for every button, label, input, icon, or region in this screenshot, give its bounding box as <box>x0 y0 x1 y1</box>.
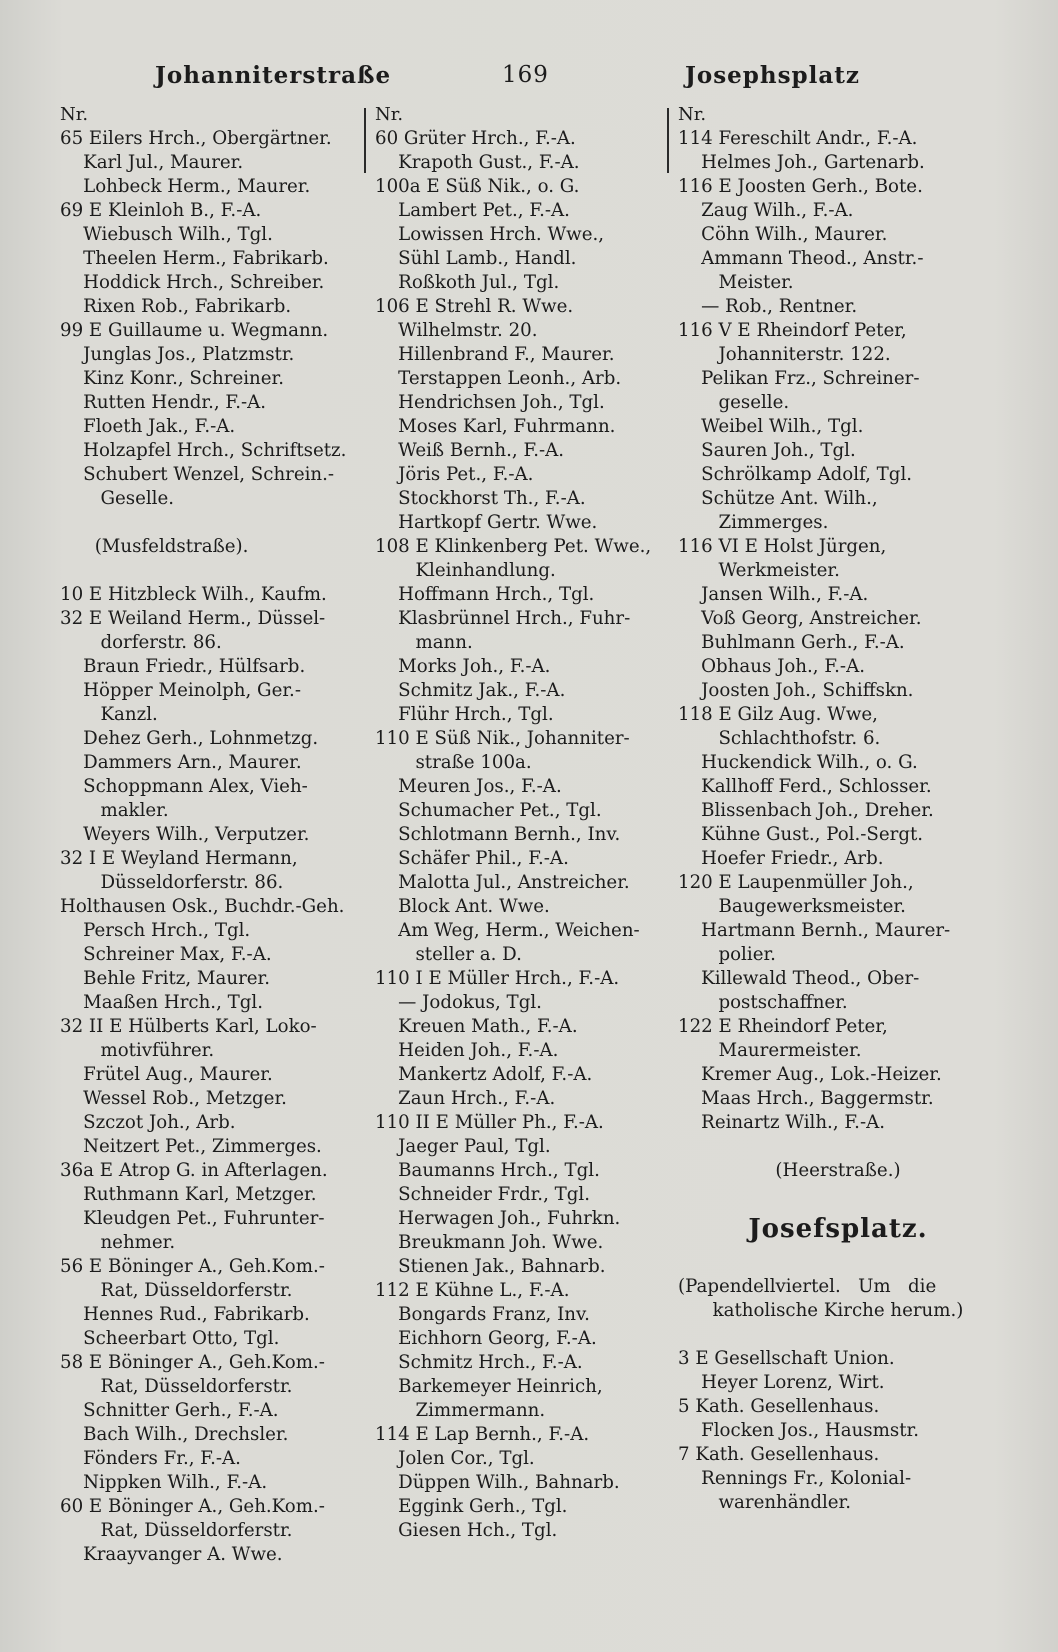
entry-line: Stockhorst Th., F.-A. <box>375 488 586 509</box>
entry-line: 116 V E Rheindorf Peter, <box>678 320 907 341</box>
entry-line: Behle Fritz, Maurer. <box>60 968 271 989</box>
entry-line: Hendrichsen Joh., Tgl. <box>375 392 605 413</box>
entry-line: Holzapfel Hrch., Schriftsetz. <box>60 440 347 461</box>
entry-line: 108 E Klinkenberg Pet. Wwe., <box>375 536 652 557</box>
entry-line: 3 E Gesellschaft Union. <box>678 1348 895 1369</box>
entry-line: Malotta Jul., Anstreicher. <box>375 872 630 893</box>
street-subheading: (Heerstraße.) <box>775 1160 901 1181</box>
entry-line: Barkemeyer Heinrich, <box>375 1376 603 1397</box>
entry-line: 120 E Laupenmüller Joh., <box>678 872 914 893</box>
entry-line: geselle. <box>678 392 790 413</box>
entry-line: Hoefer Friedr., Arb. <box>678 848 884 869</box>
entry-line: 65 Eilers Hrch., Obergärtner. <box>60 128 332 149</box>
entry-line: Dammers Arn., Maurer. <box>60 752 302 773</box>
section-note: (Papendellviertel. Um die <box>678 1276 937 1297</box>
entry-line: Weyers Wilh., Verputzer. <box>60 824 310 845</box>
entry-line: Schlachthofstr. 6. <box>678 728 881 749</box>
entry-line: polier. <box>678 944 776 965</box>
entry-line: Ruthmann Karl, Metzger. <box>60 1184 317 1205</box>
entry-line: warenhändler. <box>678 1492 852 1513</box>
street-subheading: (Musfeldstraße). <box>60 536 249 557</box>
entry-line: Klasbrünnel Hrch., Fuhr- <box>375 608 631 629</box>
entry-line: Scheerbart Otto, Tgl. <box>60 1328 280 1349</box>
entry-line: Hoffmann Hrch., Tgl. <box>375 584 595 605</box>
entry-line: Ammann Theod., Anstr.- <box>678 248 924 269</box>
entry-line: Düsseldorferstr. 86. <box>60 872 284 893</box>
entry-line: Jolen Cor., Tgl. <box>375 1448 535 1469</box>
nr-label: Nr. <box>375 104 404 125</box>
spacer <box>678 1183 998 1207</box>
entry-line: Rutten Hendr., F.-A. <box>60 392 267 413</box>
entry-line: 99 E Guillaume u. Wegmann. <box>60 320 329 341</box>
column-2 <box>375 103 665 1543</box>
entry-line: Kinz Konr., Schreiner. <box>60 368 284 389</box>
entry-line: Stienen Jak., Bahnarb. <box>375 1256 606 1277</box>
column-3 <box>678 103 998 1515</box>
entry-line: Geselle. <box>60 488 175 509</box>
entry-line: Kreuen Math., F.-A. <box>375 1016 578 1037</box>
entry-line: Hartmann Bernh., Maurer- <box>678 920 951 941</box>
entry-line: Heiden Joh., F.-A. <box>375 1040 559 1061</box>
entry-line: Heyer Lorenz, Wirt. <box>678 1372 885 1393</box>
entry-line: Schütze Ant. Wilh., <box>678 488 878 509</box>
entry-line: Schumacher Pet., Tgl. <box>375 800 602 821</box>
page-header <box>0 54 1058 94</box>
entry-line: Höpper Meinolph, Ger.- <box>60 680 301 701</box>
entry-line: Schneider Frdr., Tgl. <box>375 1184 591 1205</box>
entry-line: 32 I E Weyland Hermann, <box>60 848 298 869</box>
entry-line: motivführer. <box>60 1040 215 1061</box>
entry-line: Hillenbrand F., Maurer. <box>375 344 615 365</box>
page-number: 169 <box>502 62 549 88</box>
entry-line: 114 E Lap Bernh., F.-A. <box>375 1424 590 1445</box>
entry-line: Düppen Wilh., Bahnarb. <box>375 1472 620 1493</box>
entry-line: Meister. <box>678 272 794 293</box>
entry-line: Maaßen Hrch., Tgl. <box>60 992 264 1013</box>
entry-line: 110 E Süß Nik., Johanniter- <box>375 728 630 749</box>
entry-line: — Rob., Rentner. <box>678 296 858 317</box>
entry-line: Schlotmann Bernh., Inv. <box>375 824 621 845</box>
entry-line: Fönders Fr., F.-A. <box>60 1448 241 1469</box>
entry-line: Werkmeister. <box>678 560 840 581</box>
entry-line: Johanniterstr. 122. <box>678 344 891 365</box>
entry-line: Krapoth Gust., F.-A. <box>375 152 580 173</box>
entry-line: Obhaus Joh., F.-A. <box>678 656 865 677</box>
entry-line: 116 E Joosten Gerh., Bote. <box>678 176 923 197</box>
nr-label: Nr. <box>60 104 89 125</box>
entry-line: Kleinhandlung. <box>375 560 556 581</box>
entry-line: Bongards Franz, Inv. <box>375 1304 590 1325</box>
entry-line: Kühne Gust., Pol.-Sergt. <box>678 824 924 845</box>
entry-line: 106 E Strehl R. Wwe. <box>375 296 574 317</box>
entry-line: Rat, Düsseldorferstr. <box>60 1520 293 1541</box>
nr-label: Nr. <box>678 104 707 125</box>
entry-line: 7 Kath. Gesellenhaus. <box>678 1444 880 1465</box>
entry-line: Neitzert Pet., Zimmerges. <box>60 1136 322 1157</box>
entry-line: Morks Joh., F.-A. <box>375 656 551 677</box>
entry-line: Herwagen Joh., Fuhrkn. <box>375 1208 621 1229</box>
entry-line: Holthausen Osk., Buchdr.-Geh. <box>60 896 345 917</box>
entry-line: Hartkopf Gertr. Wwe. <box>375 512 598 533</box>
entry-line: Blissenbach Joh., Dreher. <box>678 800 934 821</box>
entry-line: dorferstr. 86. <box>60 632 222 653</box>
entry-line: Wilhelmstr. 20. <box>375 320 538 341</box>
entry-line: 60 E Böninger A., Geh.Kom.- <box>60 1496 325 1517</box>
blank-line <box>60 559 360 583</box>
entry-line: Maas Hrch., Baggermstr. <box>678 1088 934 1109</box>
entry-line: 112 E Kühne L., F.-A. <box>375 1280 570 1301</box>
entry-line: Schmitz Jak., F.-A. <box>375 680 566 701</box>
entry-line: Szczot Joh., Arb. <box>60 1112 236 1133</box>
entry-line: 32 II E Hülberts Karl, Loko- <box>60 1016 317 1037</box>
entry-line: Junglas Jos., Platzmstr. <box>60 344 295 365</box>
entry-line: Schrölkamp Adolf, Tgl. <box>678 464 913 485</box>
entry-line: 56 E Böninger A., Geh.Kom.- <box>60 1256 325 1277</box>
section-title: Josefsplatz. <box>748 1214 928 1244</box>
entry-line: 32 E Weiland Herm., Düssel- <box>60 608 326 629</box>
entry-line: Lohbeck Herm., Maurer. <box>60 176 311 197</box>
entry-line: Cöhn Wilh., Maurer. <box>678 224 888 245</box>
entry-line: makler. <box>60 800 169 821</box>
entry-line: Dehez Gerh., Lohnmetzg. <box>60 728 319 749</box>
entry-line: Hoddick Hrch., Schreiber. <box>60 272 325 293</box>
entry-line: 100a E Süß Nik., o. G. <box>375 176 580 197</box>
entry-line: Maurermeister. <box>678 1040 862 1061</box>
entry-line: 5 Kath. Gesellenhaus. <box>678 1396 880 1417</box>
entry-line: Eichhorn Georg, F.-A. <box>375 1328 597 1349</box>
entry-line: Rixen Rob., Fabrikarb. <box>60 296 292 317</box>
entry-line: Lowissen Hrch. Wwe., <box>375 224 605 245</box>
entry-line: Mankertz Adolf, F.-A. <box>375 1064 593 1085</box>
entry-line: Zaun Hrch., F.-A. <box>375 1088 556 1109</box>
blank-line <box>60 511 360 535</box>
entry-line: Schoppmann Alex, Vieh- <box>60 776 308 797</box>
entry-line: Schmitz Hrch., F.-A. <box>375 1352 583 1373</box>
entry-line: Roßkoth Jul., Tgl. <box>375 272 560 293</box>
entry-line: Floeth Jak., F.-A. <box>60 416 236 437</box>
entry-line: 116 VI E Holst Jürgen, <box>678 536 887 557</box>
entry-line: Rat, Düsseldorferstr. <box>60 1376 293 1397</box>
entry-line: Terstappen Leonh., Arb. <box>375 368 622 389</box>
entry-line: Flocken Jos., Hausmstr. <box>678 1420 920 1441</box>
entry-line: 122 E Rheindorf Peter, <box>678 1016 888 1037</box>
entry-line: Reinartz Wilh., F.-A. <box>678 1112 886 1133</box>
entry-line: Nippken Wilh., F.-A. <box>60 1472 268 1493</box>
entry-line: — Jodokus, Tgl. <box>375 992 542 1013</box>
entry-line: Wessel Rob., Metzger. <box>60 1088 287 1109</box>
entry-line: Weibel Wilh., Tgl. <box>678 416 864 437</box>
entry-line: Pelikan Frz., Schreiner- <box>678 368 920 389</box>
entry-line: mann. <box>375 632 473 653</box>
entry-line: Am Weg, Herm., Weichen- <box>375 920 640 941</box>
spacer <box>678 1135 998 1159</box>
entry-line: Kraayvanger A. Wwe. <box>60 1544 283 1565</box>
entry-line: Sühl Lamb., Handl. <box>375 248 577 269</box>
entry-line: Jöris Pet., F.-A. <box>375 464 534 485</box>
entry-line: Schreiner Max, F.-A. <box>60 944 272 965</box>
entry-line: Eggink Gerh., Tgl. <box>375 1496 568 1517</box>
entry-line: Meuren Jos., F.-A. <box>375 776 562 797</box>
entry-line: Theelen Herm., Fabrikarb. <box>60 248 329 269</box>
header-street-right: Josephsplatz <box>685 62 860 89</box>
entry-line: Voß Georg, Anstreicher. <box>678 608 922 629</box>
entry-line: Baugewerksmeister. <box>678 896 906 917</box>
entry-line: 60 Grüter Hrch., F.-A. <box>375 128 576 149</box>
entry-line: Jansen Wilh., F.-A. <box>678 584 869 605</box>
entry-line: straße 100a. <box>375 752 532 773</box>
entry-line: Helmes Joh., Gartenarb. <box>678 152 925 173</box>
entry-line: Giesen Hch., Tgl. <box>375 1520 558 1541</box>
entry-line: Rennings Fr., Kolonial- <box>678 1468 912 1489</box>
entry-line: Moses Karl, Fuhrmann. <box>375 416 616 437</box>
entry-line: Flühr Hrch., Tgl. <box>375 704 554 725</box>
entry-line: Joosten Joh., Schiffskn. <box>678 680 914 701</box>
entry-line: 58 E Böninger A., Geh.Kom.- <box>60 1352 325 1373</box>
entry-line: 110 II E Müller Ph., F.-A. <box>375 1112 604 1133</box>
entry-line: Kanzl. <box>60 704 158 725</box>
entry-line: Persch Hrch., Tgl. <box>60 920 251 941</box>
entry-line: Schubert Wenzel, Schrein.- <box>60 464 335 485</box>
entry-line: Zaug Wilh., F.-A. <box>678 200 854 221</box>
entry-line: Kleudgen Pet., Fuhrunter- <box>60 1208 325 1229</box>
entry-line: Schnitter Gerh., F.-A. <box>60 1400 279 1421</box>
entry-line: Hennes Rud., Fabrikarb. <box>60 1304 310 1325</box>
column-rule <box>667 108 669 173</box>
entry-line: Killewald Theod., Ober- <box>678 968 920 989</box>
entry-line: Sauren Joh., Tgl. <box>678 440 856 461</box>
header-street-left: Johanniterstraße <box>155 62 392 89</box>
entry-line: Lambert Pet., F.-A. <box>375 200 570 221</box>
entry-line: 10 E Hitzbleck Wilh., Kaufm. <box>60 584 327 605</box>
entry-line: Jaeger Paul, Tgl. <box>375 1136 551 1157</box>
entry-line: Breukmann Joh. Wwe. <box>375 1232 604 1253</box>
entry-line: 118 E Gilz Aug. Wwe, <box>678 704 878 725</box>
entry-line: Zimmerges. <box>678 512 829 533</box>
column-1 <box>60 103 360 1567</box>
entry-line: Braun Friedr., Hülfsarb. <box>60 656 306 677</box>
entry-line: Zimmermann. <box>375 1400 546 1421</box>
entry-line: Kallhoff Ferd., Schlosser. <box>678 776 932 797</box>
entry-line: postschaffner. <box>678 992 848 1013</box>
entry-line: Bach Wilh., Drechsler. <box>60 1424 289 1445</box>
entry-line: Buhlmann Gerh., F.-A. <box>678 632 905 653</box>
entry-line: Karl Jul., Maurer. <box>60 152 244 173</box>
entry-line: 114 Fereschilt Andr., F.-A. <box>678 128 918 149</box>
entry-line: Schäfer Phil., F.-A. <box>375 848 569 869</box>
entry-line: nehmer. <box>60 1232 176 1253</box>
entry-line: Kremer Aug., Lok.-Heizer. <box>678 1064 942 1085</box>
spacer <box>678 1323 998 1347</box>
column-rule <box>364 108 366 173</box>
section-note: katholische Kirche herum.) <box>712 1300 964 1321</box>
entry-line: 36a E Atrop G. in Afterlagen. <box>60 1160 328 1181</box>
entry-line: Huckendick Wilh., o. G. <box>678 752 918 773</box>
entry-line: Block Ant. Wwe. <box>375 896 550 917</box>
entry-line: Weiß Bernh., F.-A. <box>375 440 565 461</box>
entry-line: steller a. D. <box>375 944 522 965</box>
entry-line: 69 E Kleinloh B., F.-A. <box>60 200 262 221</box>
spacer <box>678 1251 998 1275</box>
entry-line: Wiebusch Wilh., Tgl. <box>60 224 273 245</box>
entry-line: Frütel Aug., Maurer. <box>60 1064 273 1085</box>
entry-line: Rat, Düsseldorferstr. <box>60 1280 293 1301</box>
entry-line: Baumanns Hrch., Tgl. <box>375 1160 600 1181</box>
entry-line: 110 I E Müller Hrch., F.-A. <box>375 968 620 989</box>
